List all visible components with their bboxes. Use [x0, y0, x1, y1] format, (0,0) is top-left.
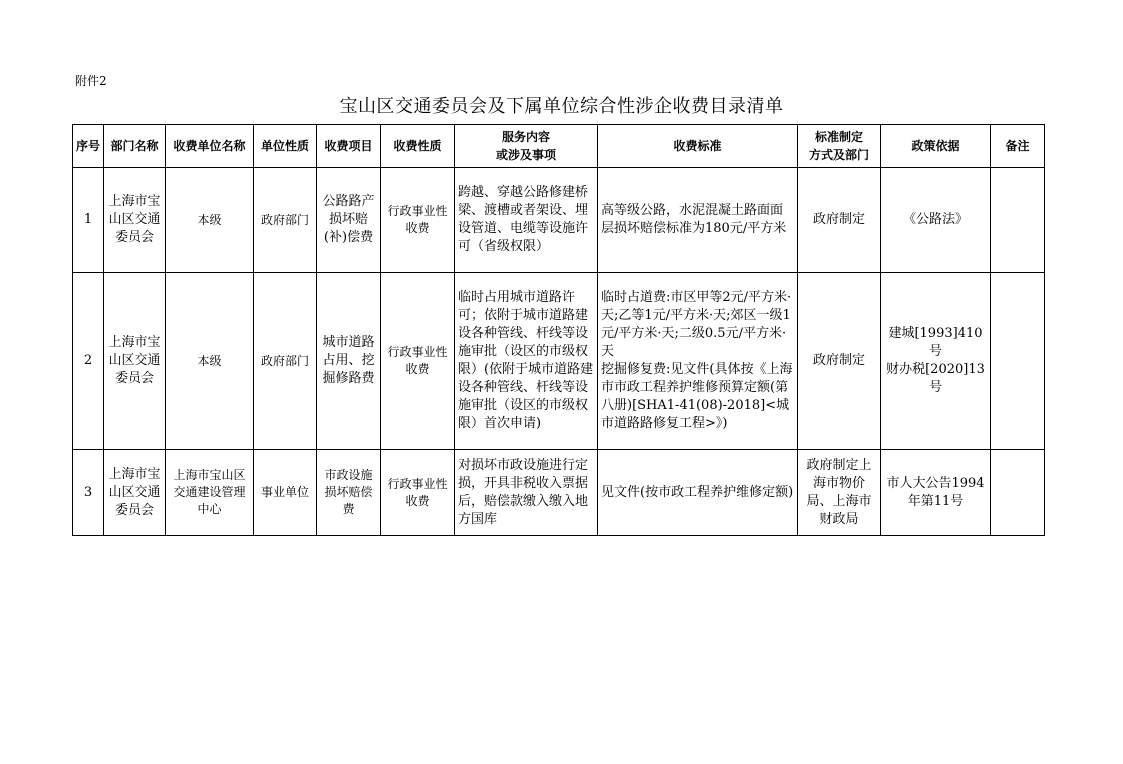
cell-unit: 上海市宝山区交通建设管理中心 — [166, 450, 254, 536]
cell-unit: 本级 — [166, 273, 254, 450]
header-standard: 收费标准 — [598, 125, 798, 168]
header-dept: 部门名称 — [104, 125, 166, 168]
cell-item: 公路路产损坏赔(补)偿费 — [317, 168, 381, 273]
cell-method: 政府制定上海市物价局、上海市财政局 — [798, 450, 881, 536]
cell-dept: 上海市宝山区交通委员会 — [104, 168, 166, 273]
table-header-row — [73, 125, 1045, 168]
cell-basis: 《公路法》 — [881, 168, 991, 273]
attachment-label: 附件2 — [75, 74, 107, 88]
header-nature: 单位性质 — [254, 125, 317, 168]
fee-catalog-table — [72, 124, 1045, 536]
cell-basis: 市人大公告1994年第11号 — [881, 450, 991, 536]
cell-remark — [991, 450, 1045, 536]
cell-method: 政府制定 — [798, 168, 881, 273]
cell-method: 政府制定 — [798, 273, 881, 450]
cell-nature: 政府部门 — [254, 168, 317, 273]
cell-item: 市政设施损坏赔偿费 — [317, 450, 381, 536]
cell-fee-nature: 行政事业性收费 — [381, 450, 455, 536]
cell-dept: 上海市宝山区交通委员会 — [104, 273, 166, 450]
header-service: 服务内容 或涉及事项 — [455, 125, 598, 168]
cell-basis: 建城[1993]410号 财办税[2020]13号 — [881, 273, 991, 450]
cell-service: 跨越、穿越公路修建桥梁、渡槽或者架设、埋设管道、电缆等设施许可（省级权限） — [455, 168, 598, 273]
table-row — [73, 273, 1045, 450]
header-remark: 备注 — [991, 125, 1045, 168]
cell-seq: 1 — [73, 168, 104, 273]
table-row — [73, 168, 1045, 273]
cell-remark — [991, 273, 1045, 450]
cell-item: 城市道路占用、挖掘修路费 — [317, 273, 381, 450]
header-seq: 序号 — [73, 125, 104, 168]
cell-service: 临时占用城市道路许可；依附于城市道路建设各种管线、杆线等设施审批（设区的市级权限）(依附于城市道路建设各种管线、杆线等设施审批（设区的市级权限）首次申请) — [455, 273, 598, 450]
cell-fee-nature: 行政事业性收费 — [381, 273, 455, 450]
cell-seq: 3 — [73, 450, 104, 536]
cell-dept: 上海市宝山区交通委员会 — [104, 450, 166, 536]
page-title: 宝山区交通委员会及下属单位综合性涉企收费目录清单 — [339, 96, 784, 117]
cell-fee-nature: 行政事业性收费 — [381, 168, 455, 273]
header-basis: 政策依据 — [881, 125, 991, 168]
header-method: 标准制定 方式及部门 — [798, 125, 881, 168]
cell-unit: 本级 — [166, 168, 254, 273]
cell-nature: 政府部门 — [254, 273, 317, 450]
header-unit: 收费单位名称 — [166, 125, 254, 168]
cell-nature: 事业单位 — [254, 450, 317, 536]
cell-standard: 临时占道费:市区甲等2元/平方米·天;乙等1元/平方米·天;郊区一级1元/平方米·天;二级0.5元/平方米·天 挖掘修复费:见文件(具体按《上海市市政工程养护维修预算定额(第八册)[SHA1-41(08)-2018]<城市道路路修复工程>》) — [598, 273, 798, 450]
table-row — [73, 450, 1045, 536]
cell-service: 对损坏市政设施进行定损，开具非税收入票据后，赔偿款缴入缴入地方国库 — [455, 450, 598, 536]
cell-standard: 高等级公路，水泥混凝土路面面层损坏赔偿标准为180元/平方米 — [598, 168, 798, 273]
cell-remark — [991, 168, 1045, 273]
cell-seq: 2 — [73, 273, 104, 450]
header-fee-nature: 收费性质 — [381, 125, 455, 168]
cell-standard: 见文件(按市政工程养护维修定额) — [598, 450, 798, 536]
header-item: 收费项目 — [317, 125, 381, 168]
